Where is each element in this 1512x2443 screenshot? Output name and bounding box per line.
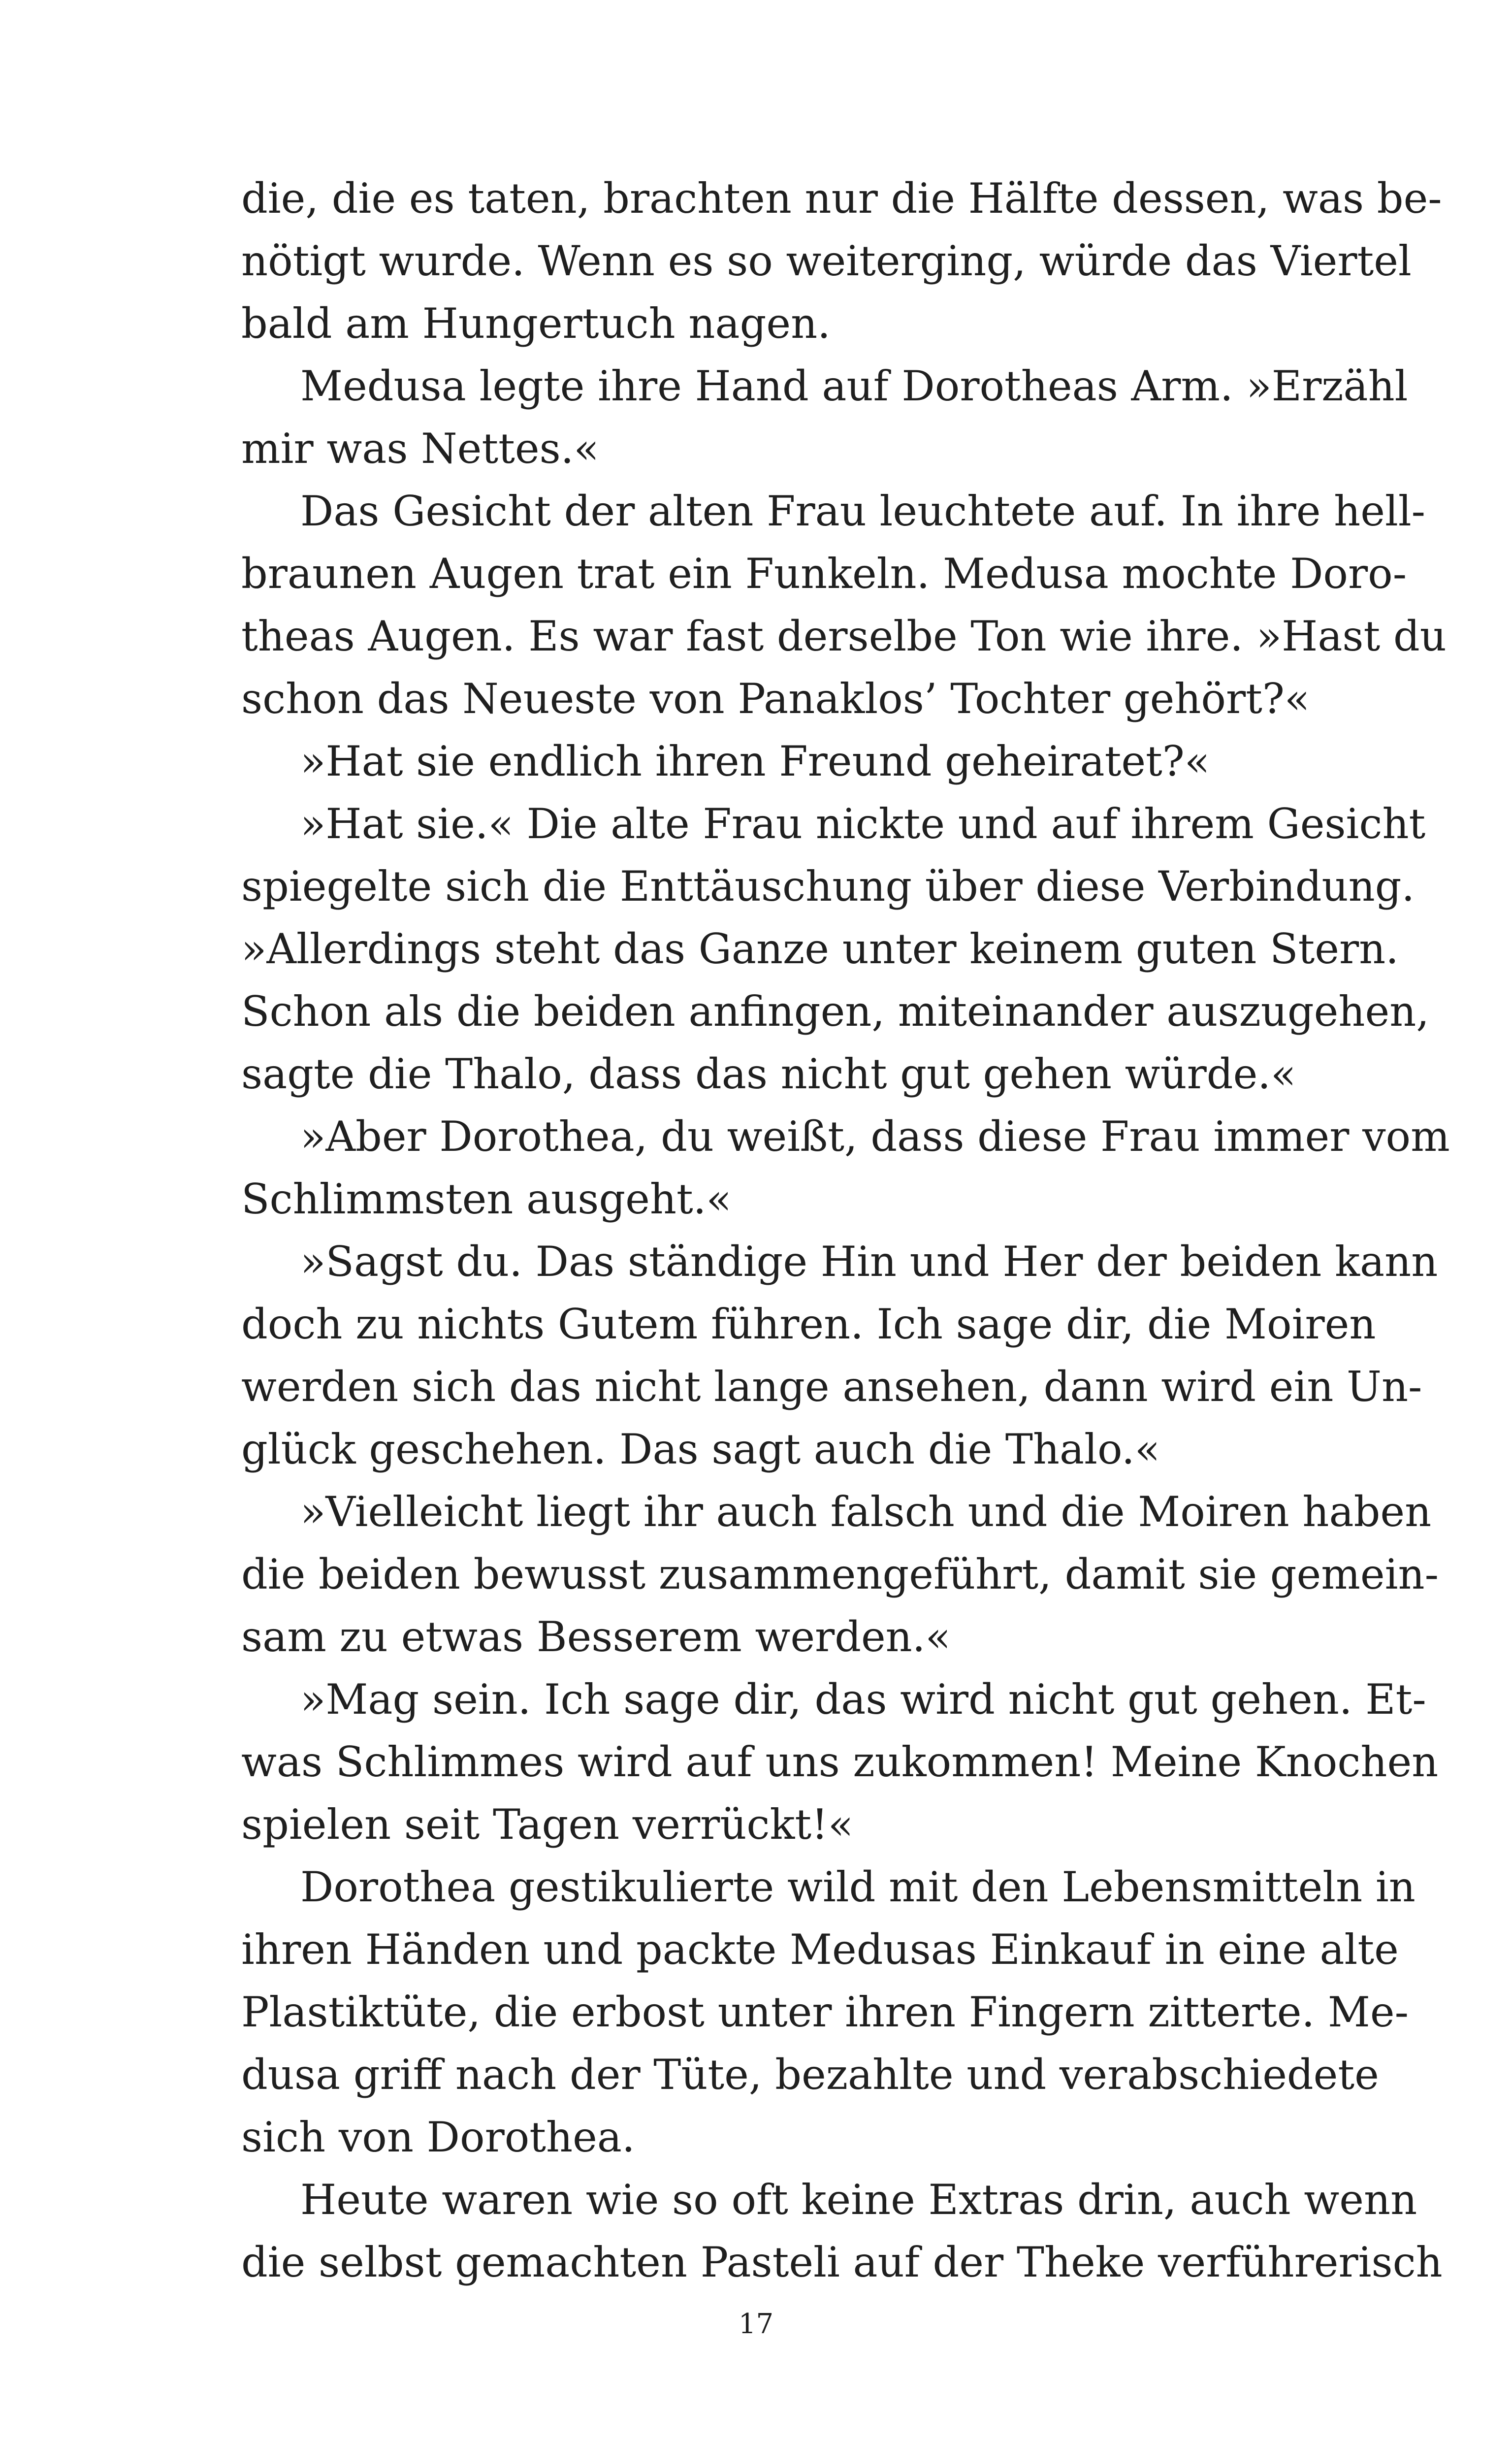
text-line: sich von Dorothea. xyxy=(241,2113,635,2161)
text-line: braunen Augen trat ein Funkeln. Medusa mochte Doro- xyxy=(241,550,1407,598)
text-line: »Hat sie.« Die alte Frau nickte und auf ihrem Gesicht xyxy=(300,800,1426,848)
page-number: 17 xyxy=(738,2308,774,2340)
text-line: spiegelte sich die Enttäuschung über diese Verbindung. xyxy=(241,862,1415,911)
text-line: »Aber Dorothea, du weißt, dass diese Frau immer vom xyxy=(300,1112,1450,1161)
text-line: Das Gesicht der alten Frau leuchtete auf. In ihre hell- xyxy=(300,487,1426,535)
text-line: »Allerdings steht das Ganze unter keinem guten Stern. xyxy=(241,925,1399,973)
text-line: die selbst gemachten Pasteli auf der Theke verführerisch xyxy=(241,2238,1443,2286)
text-line: sagte die Thalo, dass das nicht gut gehen würde.« xyxy=(241,1050,1296,1098)
text-line: Schon als die beiden anfingen, miteinander auszugehen, xyxy=(241,987,1429,1036)
text-line: bald am Hungertuch nagen. xyxy=(241,299,831,348)
body-text xyxy=(241,167,1450,2294)
text-line: werden sich das nicht lange ansehen, dann wird ein Un- xyxy=(241,1363,1422,1411)
text-line: »Vielleicht liegt ihr auch falsch und die Moiren haben xyxy=(300,1488,1432,1536)
text-line: sam zu etwas Besserem werden.« xyxy=(241,1613,951,1661)
text-line: »Mag sein. Ich sage dir, das wird nicht gut gehen. Et- xyxy=(300,1675,1426,1724)
text-line: theas Augen. Es war fast derselbe Ton wie ihre. »Hast du xyxy=(241,612,1447,660)
text-line: nötigt wurde. Wenn es so weiterging, würde das Viertel xyxy=(241,237,1412,285)
text-line: Dorothea gestikulierte wild mit den Lebensmitteln in xyxy=(300,1863,1415,1911)
text-line: spielen seit Tagen verrückt!« xyxy=(241,1800,854,1849)
text-line: Medusa legte ihre Hand auf Dorotheas Arm. »Erzähl xyxy=(300,362,1408,410)
text-line: »Hat sie endlich ihren Freund geheiratet?« xyxy=(300,737,1210,785)
text-line: Heute waren wie so oft keine Extras drin, auch wenn xyxy=(300,2176,1417,2224)
text-line: doch zu nichts Gutem führen. Ich sage dir, die Moiren xyxy=(241,1300,1376,1348)
text-line: mir was Nettes.« xyxy=(241,424,599,473)
text-line: die, die es taten, brachten nur die Hälfte dessen, was be- xyxy=(241,174,1442,223)
text-line: die beiden bewusst zusammengeführt, damit sie gemein- xyxy=(241,1550,1439,1598)
text-line: dusa griff nach der Tüte, bezahlte und verabschiedete xyxy=(241,2051,1379,2099)
text-line: glück geschehen. Das sagt auch die Thalo.« xyxy=(241,1425,1160,1473)
text-line: ihren Händen und packte Medusas Einkauf in eine alte xyxy=(241,1925,1399,1974)
text-line: Schlimmsten ausgeht.« xyxy=(241,1175,732,1223)
text-line: Plastiktüte, die erbost unter ihren Fingern zitterte. Me- xyxy=(241,1988,1409,2036)
text-line: schon das Neueste von Panaklos’ Tochter gehört?« xyxy=(241,675,1310,723)
text-line: was Schlimmes wird auf uns zukommen! Meine Knochen xyxy=(241,1738,1439,1786)
text-line: »Sagst du. Das ständige Hin und Her der beiden kann xyxy=(300,1238,1438,1286)
